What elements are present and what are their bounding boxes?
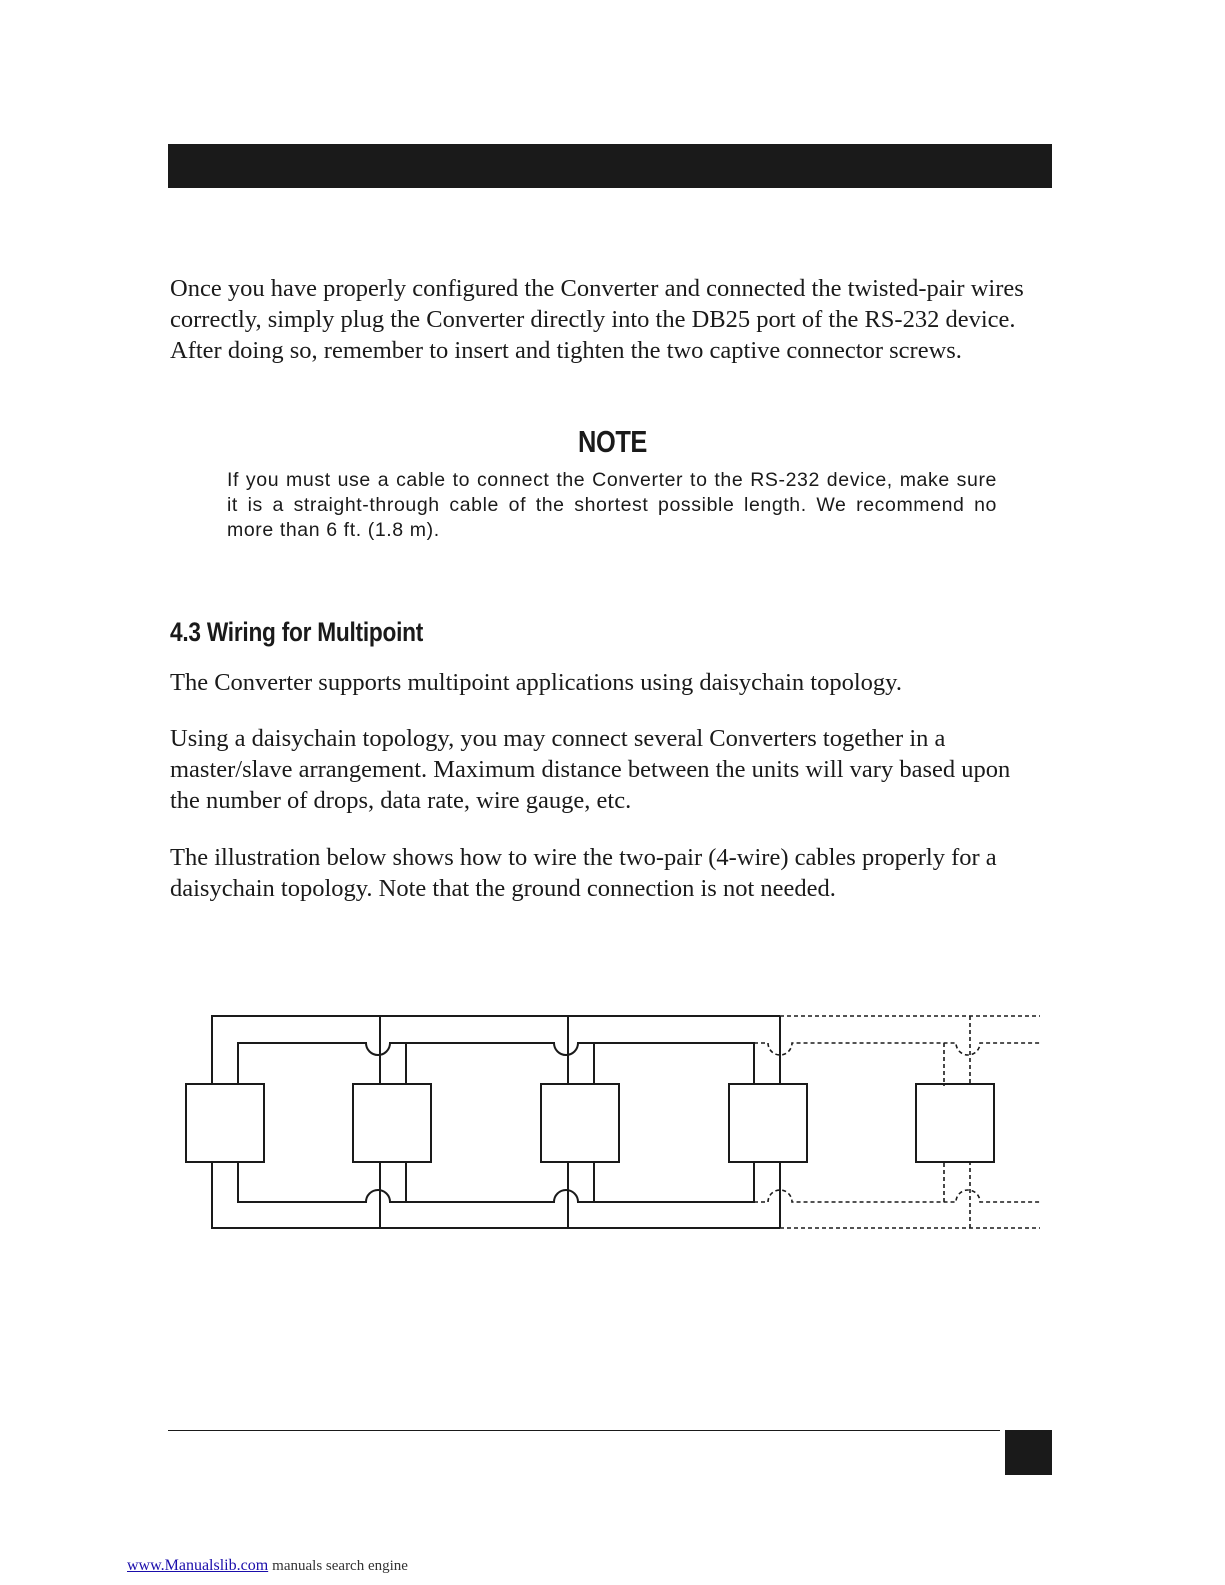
dashed-bottom-inner xyxy=(754,1190,1040,1202)
converter-unit-1 xyxy=(186,1084,264,1162)
note-title: NOTE xyxy=(578,424,647,459)
intro-paragraph: Once you have properly configured the Converter and connected the twisted-pair wires correctly, simply plug the Converter directly into the DB25 port of the RS-232 device. After doing so, remember to insert and tighten the two captive connector screws. xyxy=(170,275,1024,364)
source-tagline: manuals search engine xyxy=(272,1558,408,1574)
converter-unit-5 xyxy=(916,1084,994,1162)
paragraph-multipoint-support: The Converter supports multipoint applications using daisychain topology. xyxy=(170,669,902,696)
bottom-outer-wire xyxy=(212,1160,780,1228)
source-line xyxy=(127,1557,408,1575)
page-number-tab xyxy=(1005,1430,1052,1475)
footer-rule xyxy=(168,1430,1000,1431)
bottom-inner-wire xyxy=(238,1160,754,1202)
top-outer-wire xyxy=(212,1016,780,1086)
paragraph-illustration: The illustration below shows how to wire the two-pair (4-wire) cables properly for a daisychain topology. Note that the ground connection is not needed. xyxy=(170,844,997,902)
converter-unit-2 xyxy=(353,1084,431,1162)
top-inner-wire xyxy=(238,1043,754,1086)
paragraph-daisychain: Using a daisychain topology, you may connect several Converters together in a master/slave arrangement. Maximum distance between the units will vary based upon the number of drops, data rate, wire gauge, etc. xyxy=(170,725,1011,814)
note-body: If you must use a cable to connect the Converter to the RS-232 device, make sure it is a straight-through cable of the shortest possible length. We recommend no more than 6 ft. (1.8 m). xyxy=(227,469,997,541)
converter-unit-4 xyxy=(729,1084,807,1162)
dashed-top-inner xyxy=(754,1043,1040,1055)
converter-unit-3 xyxy=(541,1084,619,1162)
section-heading: 4.3 Wiring for Multipoint xyxy=(170,617,424,647)
source-link[interactable]: www.Manualslib.com xyxy=(127,1557,269,1574)
